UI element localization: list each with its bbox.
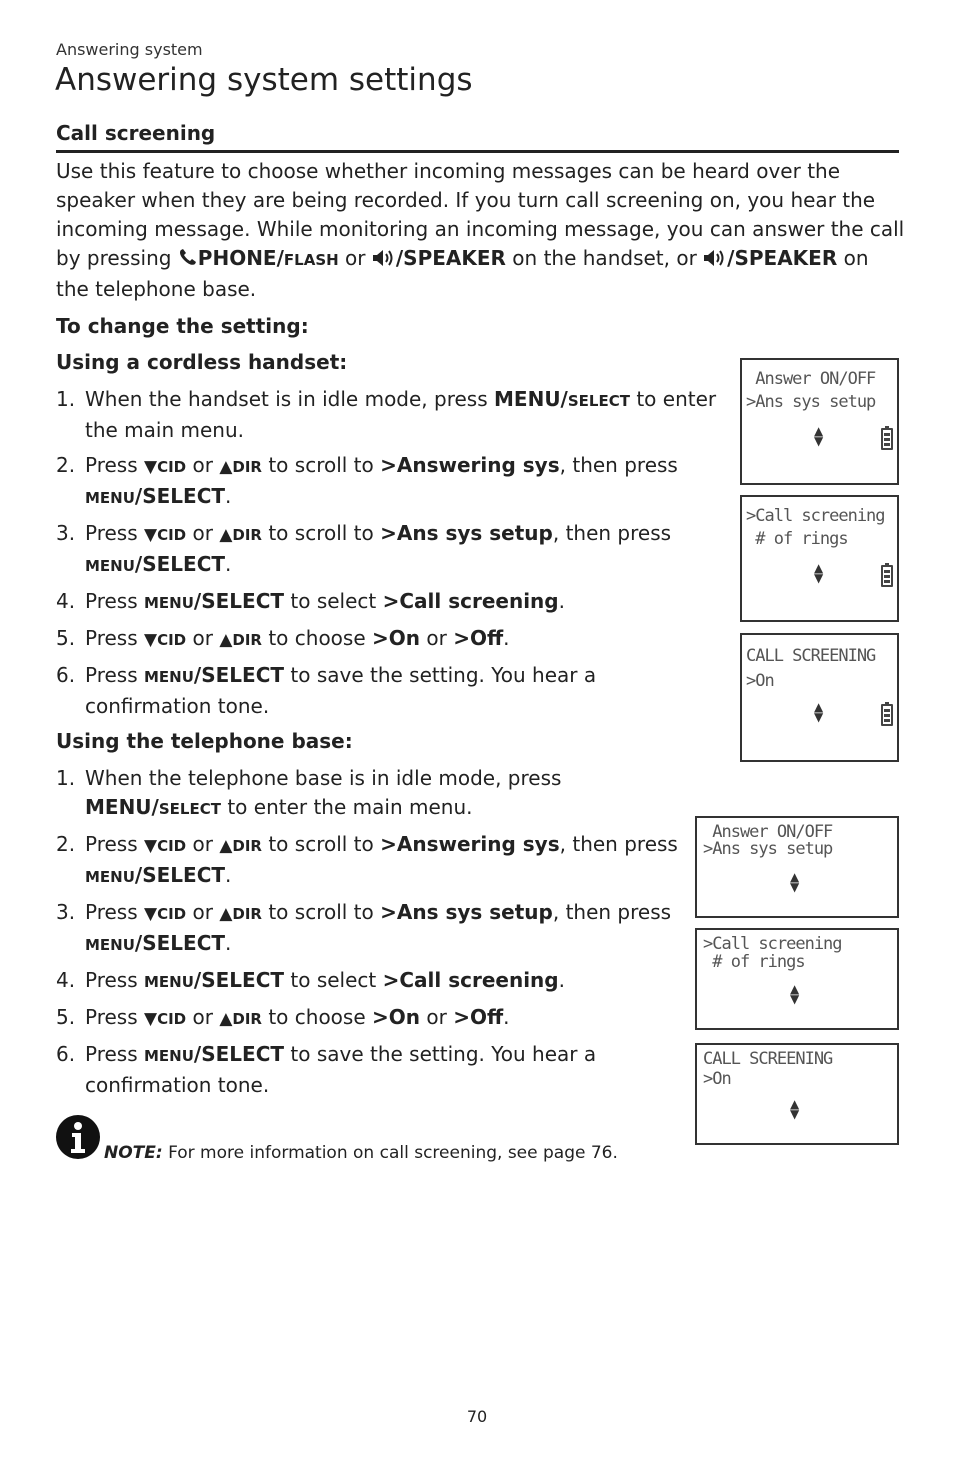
section-label: Answering system [56,40,203,59]
section-rule [56,150,899,153]
battery-icon [881,565,893,587]
down-arrow-icon: ▼ [144,457,158,477]
up-arrow-icon: ▲ [219,1009,233,1029]
note-text: For more information on call screening, see page 76. [162,1143,618,1163]
step: 1. When the handset is in idle mode, press MENU/SELECT to enter the main menu. [56,387,717,442]
up-arrow-icon: ▲ [219,836,233,856]
step: 1. When the telephone base is in idle mode, press MENU/SELECT to enter the main menu. [56,766,562,819]
up-arrow-icon: ▲ [219,525,233,545]
handset-heading: Using a cordless handset: [56,350,348,374]
scroll-arrows-icon: ▲ ▼ [790,870,800,894]
info-icon [56,1115,100,1159]
section-title: Call screening [56,121,216,145]
phone-icon [178,246,198,270]
lcd-line: >Call screening [703,934,842,954]
battery-icon [881,704,893,726]
lcd-line: >On [746,671,774,691]
scroll-arrows-icon: ▲ ▼ [790,982,800,1006]
step: 5. Press ▼CID or ▲DIR to choose >On or >Off. [56,1005,510,1029]
up-arrow-icon: ▲ [219,904,233,924]
handset-screen [740,495,899,622]
step: 2. Press ▼CID or ▲DIR to scroll to >Answering sys, then press MENU/SELECT. [56,453,678,508]
step: 5. Press ▼CID or ▲DIR to choose >On or >Off. [56,626,510,650]
step: 4. Press MENU/SELECT to select >Call screening. [56,968,565,992]
up-arrow-icon: ▲ [219,630,233,650]
base-heading: Using the telephone base: [56,729,353,753]
lcd-line: Answer ON/OFF [703,822,833,842]
intro-paragraph: Use this feature to choose whether incoming messages can be heard over the speaker when they are being recorded. If you turn call screening on, you hear the incoming message. While monitoring an incoming message, you can answer the call by pressing PHONE/FLASH or /SPEAKER on the handset, or /SPEAKER on the telephone base. [56,159,905,301]
lcd-line: CALL SCREENING [703,1049,833,1069]
base-screen [695,816,899,918]
handset-screen [740,633,899,762]
change-setting-heading: To change the setting: [56,314,309,338]
lcd-line: >Ans sys setup [703,839,833,859]
lcd-line: >On [703,1069,731,1089]
lcd-line: # of rings [703,952,805,972]
down-arrow-icon: ▼ [144,630,158,650]
step: 2. Press ▼CID or ▲DIR to scroll to >Answering sys, then press MENU/SELECT. [56,832,678,887]
base-steps [56,764,686,1106]
scroll-arrows-icon: ▲ ▼ [790,1097,800,1121]
page-title: Answering system settings [55,62,473,98]
up-arrow-icon: ▲ [219,457,233,477]
base-screen [695,928,899,1030]
lcd-line: # of rings [746,529,848,549]
down-arrow-icon: ▼ [144,836,158,856]
lcd-line: >Ans sys setup [746,392,876,412]
down-arrow-icon: ▼ [144,525,158,545]
lcd-line: CALL SCREENING [746,646,876,666]
step: 6. Press MENU/SELECT to save the setting. You hear a confirmation tone. [56,1042,597,1097]
step: 3. Press ▼CID or ▲DIR to scroll to >Ans sys setup, then press MENU/SELECT. [56,900,672,955]
handset-steps [56,385,726,727]
down-arrow-icon: ▼ [144,1009,158,1029]
scroll-arrows-icon: ▲ ▼ [814,700,824,724]
handset-screen [740,358,899,485]
battery-icon [881,428,893,450]
scroll-arrows-icon: ▲ ▼ [814,424,824,448]
page-number: 70 [466,1407,488,1426]
speaker-icon [703,246,727,270]
note-label: NOTE: [104,1143,163,1163]
base-screen [695,1043,899,1145]
lcd-line: >Call screening [746,506,885,526]
step: 4. Press MENU/SELECT to select >Call screening. [56,589,565,613]
step: 3. Press ▼CID or ▲DIR to scroll to >Ans sys setup, then press MENU/SELECT. [56,521,672,576]
speaker-icon [372,246,396,270]
down-arrow-icon: ▼ [144,904,158,924]
lcd-line: Answer ON/OFF [746,369,876,389]
scroll-arrows-icon: ▲ ▼ [814,561,824,585]
step: 6. Press MENU/SELECT to save the setting. You hear a confirmation tone. [56,663,597,718]
